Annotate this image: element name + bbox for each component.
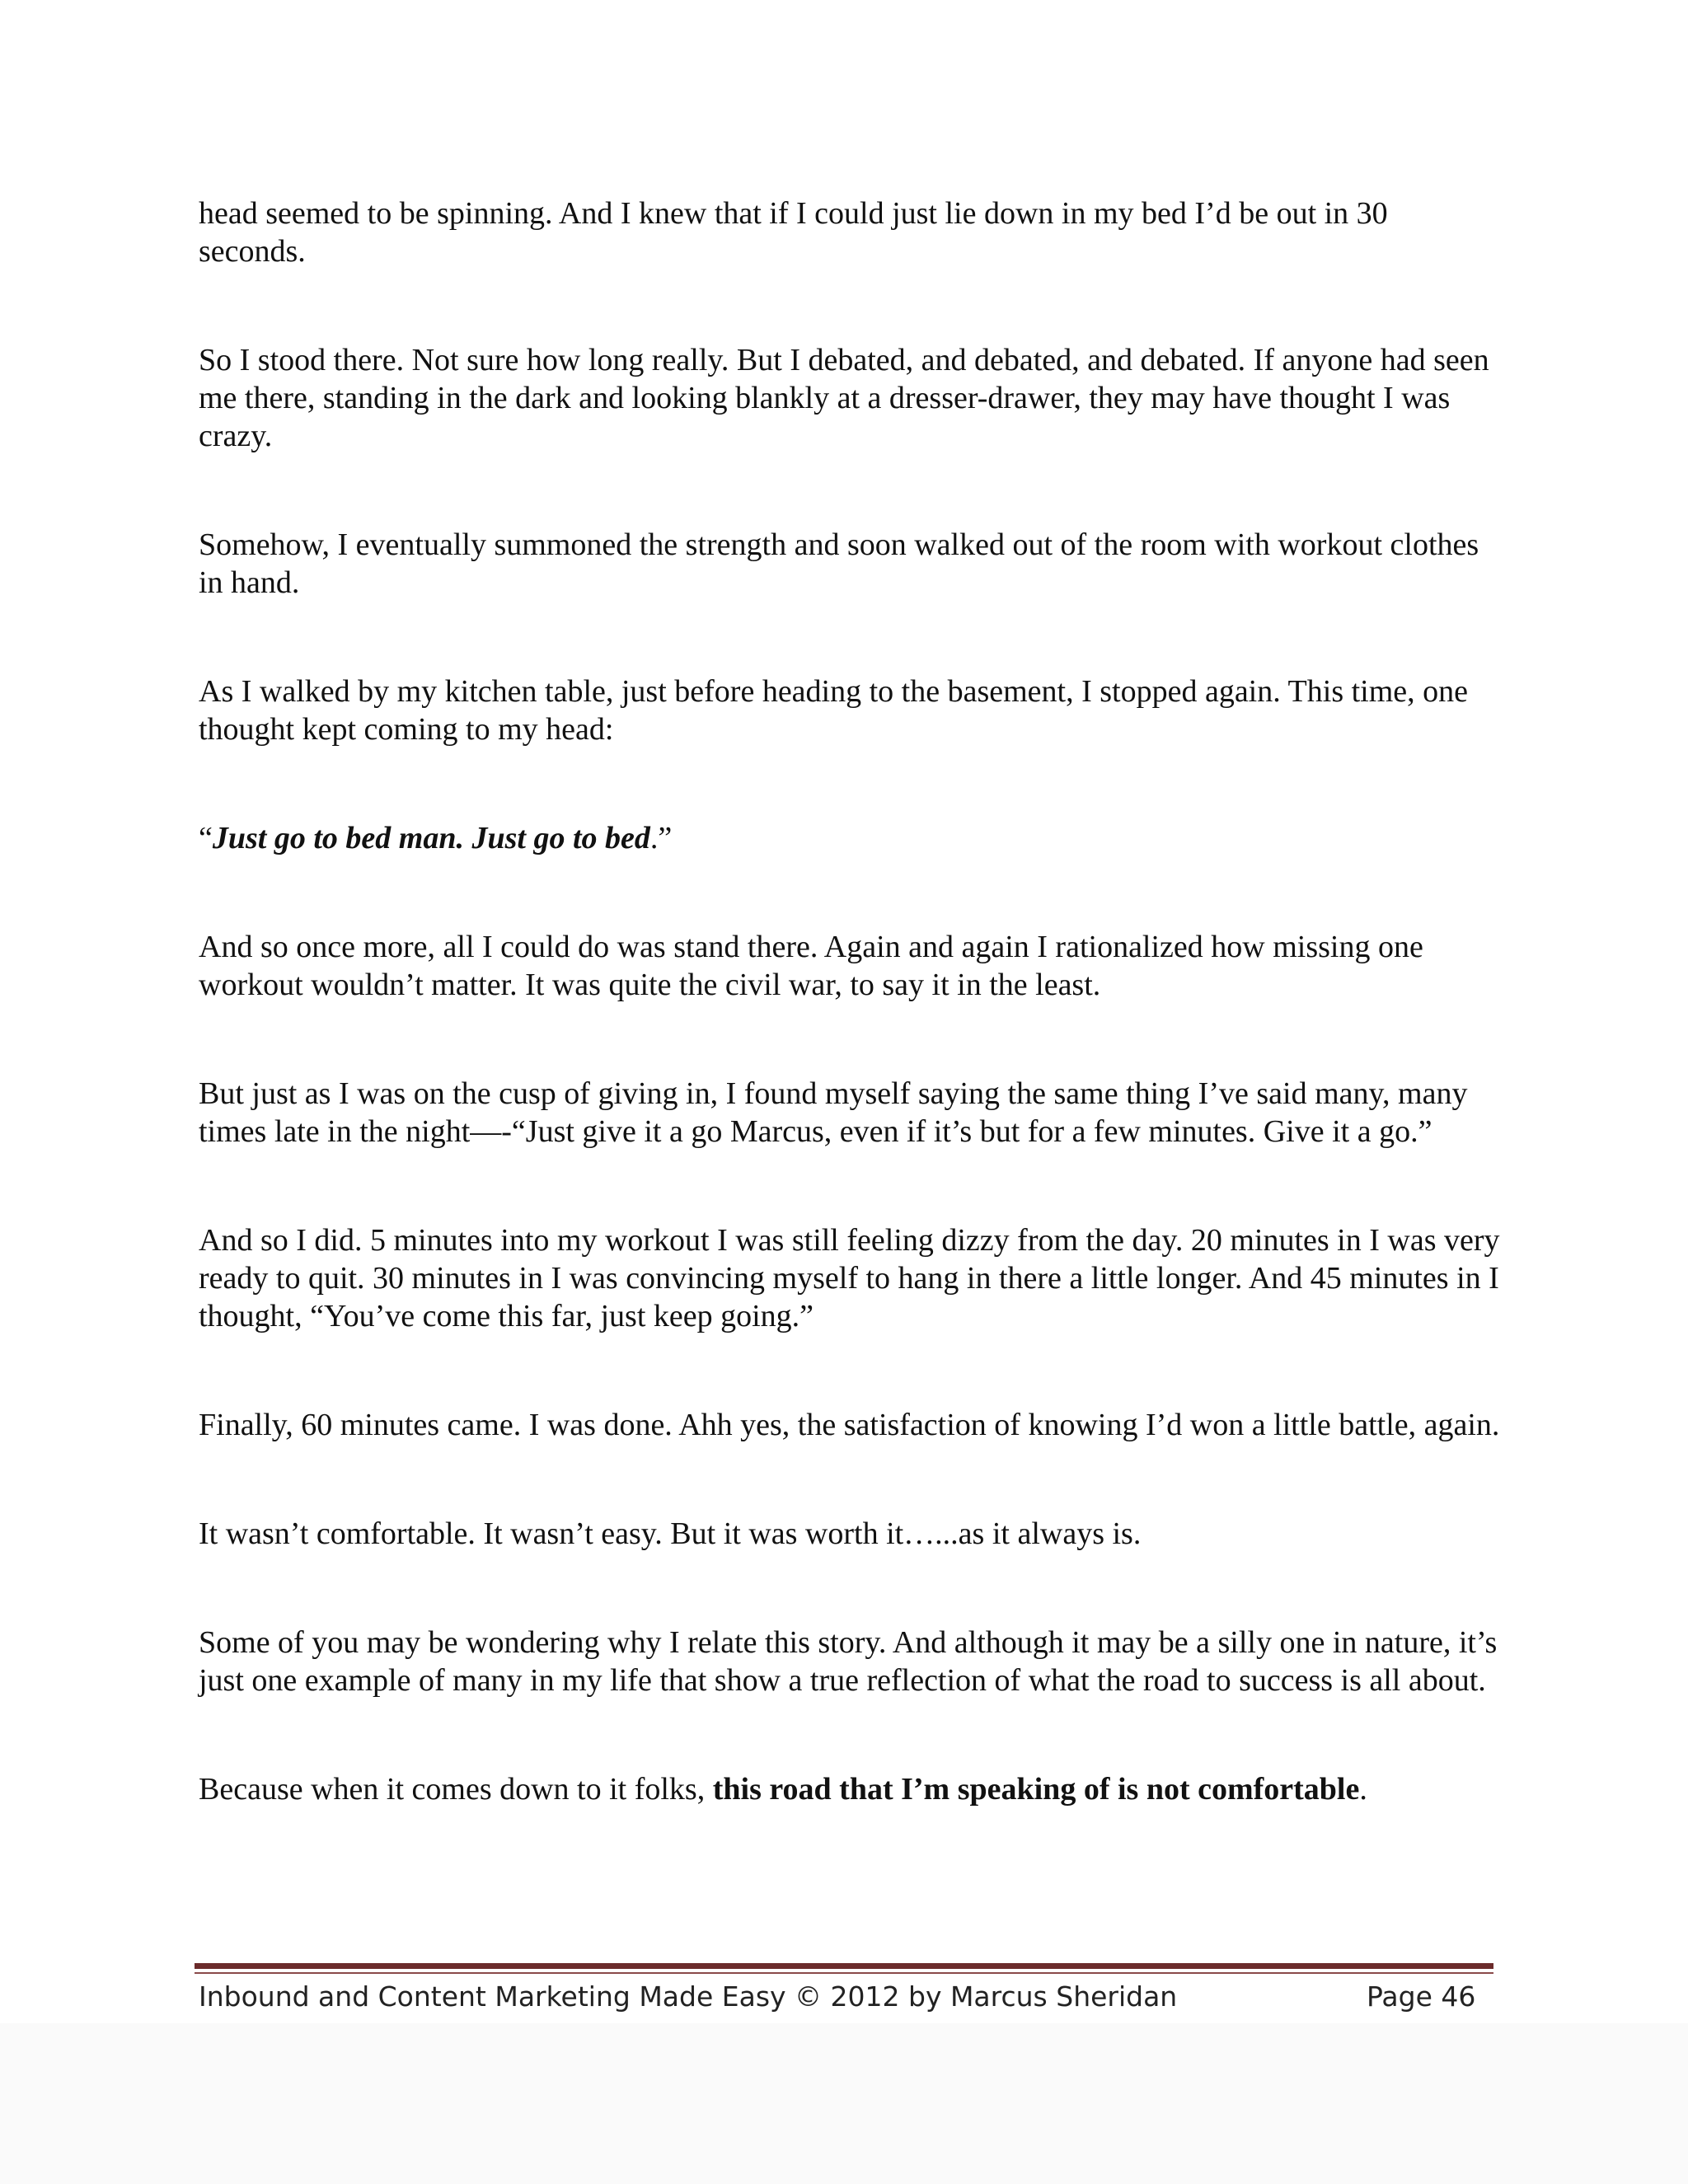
page-bottom-shade bbox=[0, 2023, 1688, 2184]
quote-text: Just go to bed man. Just go to bed bbox=[212, 821, 650, 855]
body-text bbox=[199, 194, 1501, 1808]
paragraph-9: Finally, 60 minutes came. I was done. Ahh yes, the satisfaction of knowing I’d won a little battle, again. bbox=[199, 1408, 1500, 1442]
paragraph-3: Somehow, I eventually summoned the strength and soon walked out of the room with workout clothes in hand. bbox=[199, 527, 1479, 600]
paragraph-10: It wasn’t comfortable. It wasn’t easy. But it was worth it…...as it always is. bbox=[199, 1516, 1142, 1551]
closing-lead-text: Because when it comes down to it folks, bbox=[199, 1772, 713, 1807]
quote-close-mark: .” bbox=[649, 821, 673, 855]
quote-open-mark: “ bbox=[199, 821, 213, 855]
paragraph-1: head seemed to be spinning. And I knew that if I could just lie down in my bed I’d be out in 30 seconds. bbox=[199, 196, 1388, 269]
paragraph-7: But just as I was on the cusp of giving in, I found myself saying the same thing I’ve said many, many times late in the night—-“Just give it a go Marcus, even if it’s but for a few minutes. Give it a go.” bbox=[199, 1076, 1468, 1149]
closing-bold-text: this road that I’m speaking of is not comfortable bbox=[712, 1772, 1360, 1807]
paragraph-quote bbox=[199, 819, 1501, 857]
footer-book-title: Inbound and Content Marketing Made Easy © 2012 by Marcus Sheridan bbox=[199, 1980, 1178, 2013]
paragraph-12 bbox=[199, 1770, 1501, 1808]
paragraph-11: Some of you may be wondering why I relate this story. And although it may be a silly one in nature, it’s just one example of many in my life that show a true reflection of what the road to success is all about. bbox=[199, 1625, 1498, 1698]
paragraph-8: And so I did. 5 minutes into my workout I was still feeling dizzy from the day. 20 minutes in I was very ready to quit. 30 minutes in I was convincing myself to hang in there a little longer. And 45 minutes in I thought, “You’ve come this far, just keep going.” bbox=[199, 1223, 1500, 1333]
footer-page-number: Page 46 bbox=[1367, 1980, 1476, 2013]
paragraph-6: And so once more, all I could do was stand there. Again and again I rationalized how missing one workout wouldn’t matter. It was quite the civil war, to say it in the least. bbox=[199, 930, 1423, 1002]
paragraph-2: So I stood there. Not sure how long really. But I debated, and debated, and debated. If anyone had seen me there, standing in the dark and looking blankly at a dresser-drawer, they may have thought I was crazy. bbox=[199, 343, 1489, 453]
footer-rule-thick bbox=[195, 1963, 1493, 1969]
closing-tail-text: . bbox=[1359, 1772, 1367, 1807]
paragraph-4: As I walked by my kitchen table, just before heading to the basement, I stopped again. This time, one thought kept coming to my head: bbox=[199, 674, 1469, 747]
footer-rule-thin bbox=[195, 1972, 1493, 1974]
